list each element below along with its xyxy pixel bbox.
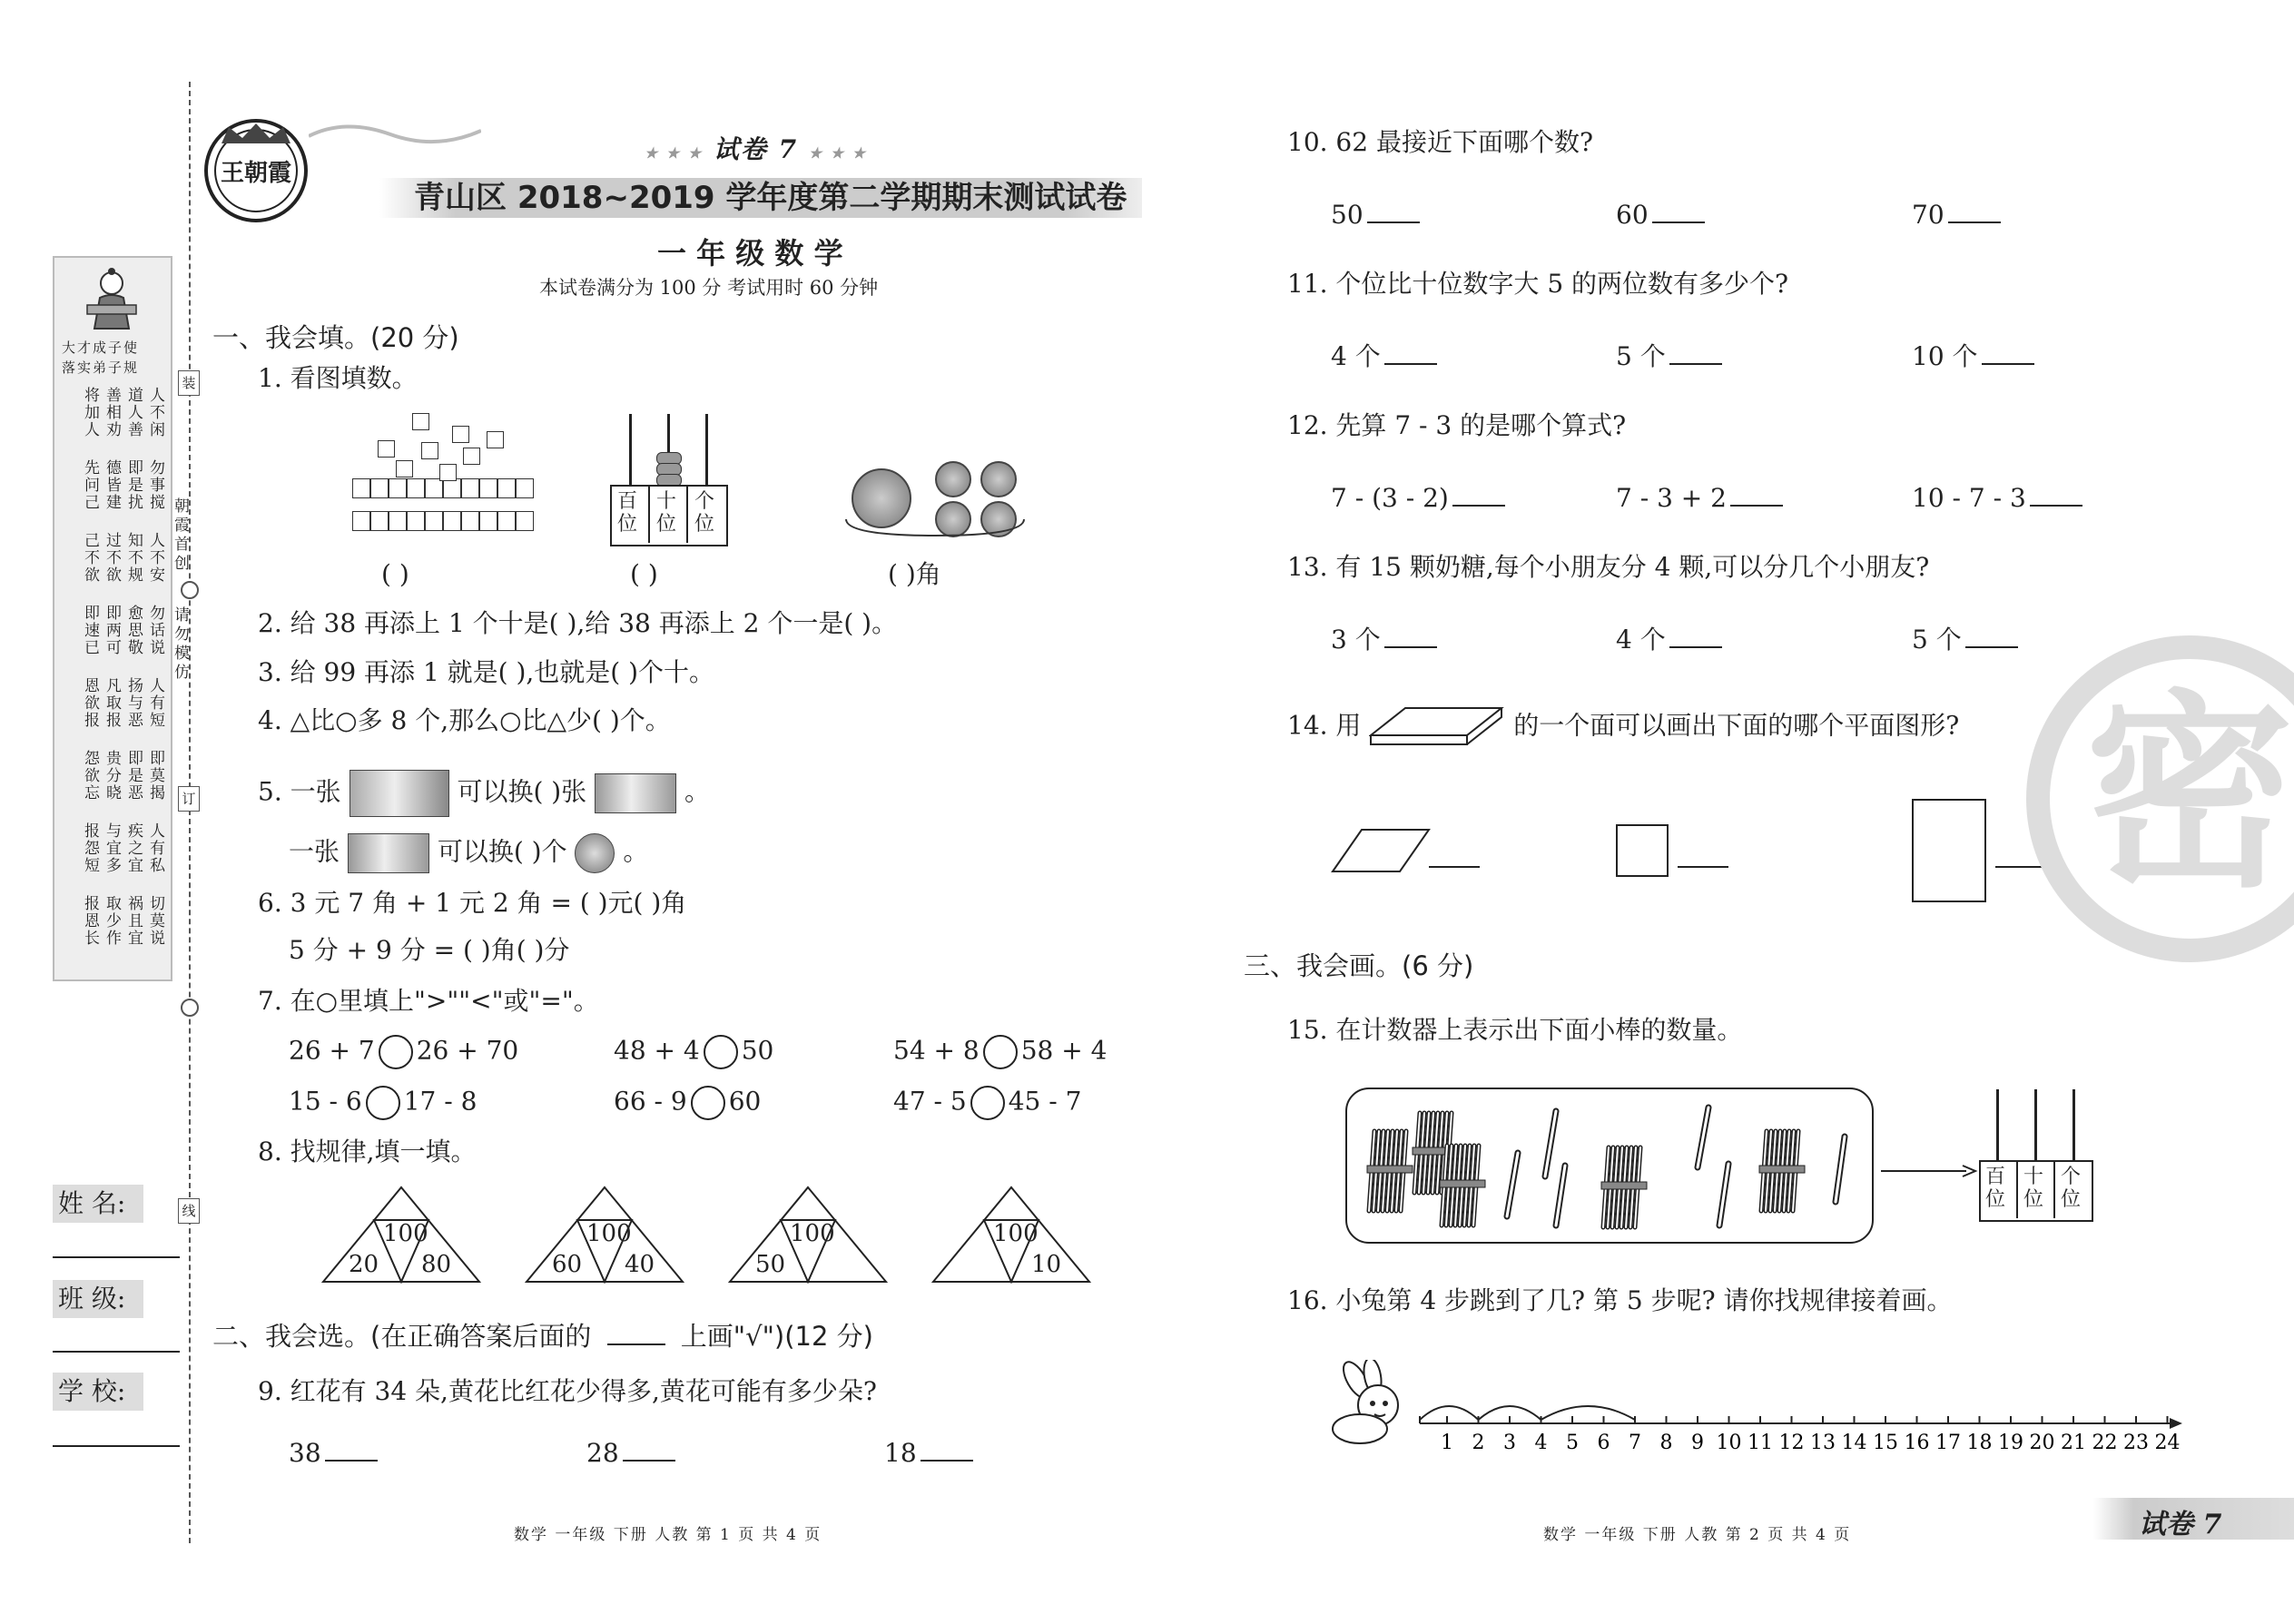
ten-strip-cell — [461, 478, 479, 498]
scholar-figure-icon — [82, 265, 142, 330]
ten-strip-cell — [461, 511, 479, 531]
exam-title: 青山区 2018~2019 学年度第二学期期末测试试卷 — [414, 180, 1127, 216]
unit-cube — [439, 464, 457, 481]
footer-right: 数学 一年级 下册 人教 第 2 页 共 4 页 — [1543, 1526, 1852, 1544]
q7-answer-circle[interactable] — [704, 1035, 738, 1069]
sidebar-verse-column: 即是恶 — [124, 750, 143, 802]
rabbit-icon — [1325, 1360, 1416, 1447]
option-label: 4 个 — [1616, 625, 1666, 655]
q8-left-number[interactable]: 50 — [755, 1251, 786, 1278]
q9-opts-option[interactable] — [586, 1436, 675, 1469]
number-line-label: 22 — [2092, 1432, 2118, 1452]
number-line-label: 11 — [1748, 1432, 1773, 1452]
seal-mark-1: 装 — [178, 370, 200, 396]
sidebar-verse-column: 祸且宜 — [124, 895, 143, 947]
q12-opts-option[interactable] — [1912, 481, 2082, 514]
dime-coin-icon — [935, 461, 971, 497]
q11-opts-option[interactable] — [1912, 340, 2034, 372]
q8-text: 8. 找规律,填一填。 — [258, 1137, 477, 1166]
abacus-divider — [648, 485, 650, 543]
q12-opts-option[interactable] — [1616, 481, 1783, 514]
star-decoration-left: ★ ★ ★ — [645, 144, 704, 162]
q14-option-rectangle[interactable] — [1912, 799, 1986, 902]
number-line-label: 14 — [1841, 1432, 1867, 1452]
section2-heading-pre: 二、我会选。(在正确答案后面的 — [212, 1321, 592, 1352]
sidebar-verse-column: 人有私 — [146, 822, 164, 874]
q7-left-expr: 15 - 6 — [289, 1086, 362, 1117]
q14-blank-2[interactable] — [1678, 866, 1728, 868]
seal-mark-2: 订 — [178, 786, 200, 812]
q7-right-expr: 26 + 70 — [416, 1035, 519, 1066]
option-label: 50 — [1331, 200, 1364, 230]
sidebar-verse-column: 切莫说 — [146, 895, 164, 947]
ten-strip-cell — [497, 511, 516, 531]
exam-note: 本试卷满分为 100 分 考试用时 60 分钟 — [539, 277, 879, 299]
q7-right-expr: 50 — [741, 1035, 774, 1066]
q7-left-expr: 54 + 8 — [893, 1035, 980, 1066]
ten-strip-cell — [352, 478, 370, 498]
q14-text — [1287, 704, 1959, 750]
sidebar-verse-column: 怨欲忘 — [81, 750, 99, 802]
section2-heading-blank — [607, 1320, 665, 1345]
brand-logo — [202, 116, 310, 225]
q7-right-expr: 45 - 7 — [1008, 1086, 1082, 1117]
q14-pre: 14. 用 — [1287, 710, 1362, 741]
ten-strip-cell — [443, 478, 461, 498]
abacus-label-tens: 十位 — [2023, 1166, 2044, 1211]
sidebar-verse-column: 扬与恶 — [124, 677, 143, 729]
flat-box-icon — [1369, 704, 1505, 750]
q11-opts-option[interactable] — [1616, 340, 1722, 372]
number-line-label: 2 — [1472, 1432, 1485, 1452]
number-line-label: 4 — [1534, 1432, 1548, 1452]
stick-bundle-icon — [1600, 1142, 1654, 1233]
subject-title: 一 年 级 数 学 — [657, 236, 843, 271]
ten-strip-cell — [407, 478, 425, 498]
coin-icon — [575, 833, 615, 873]
ten-strip-cell — [407, 511, 425, 531]
option-label: 10 个 — [1912, 341, 1978, 371]
sidebar-verse-column: 勿事搅 — [146, 459, 164, 511]
sidebar-verse-column: 愈思敬 — [124, 605, 143, 656]
q10-opts-option[interactable] — [1331, 198, 1420, 231]
name-field[interactable] — [53, 1256, 180, 1258]
q7-item — [893, 1086, 1081, 1120]
option-label: 38 — [289, 1438, 321, 1468]
q9-opts-option[interactable] — [289, 1436, 378, 1469]
option-label: 7 - (3 - 2) — [1331, 483, 1449, 513]
sidebar-verse-column: 疾之宜 — [124, 822, 143, 874]
hop-arc — [1420, 1406, 1479, 1420]
school-label: 学 校: — [53, 1373, 143, 1411]
option-blank[interactable] — [1669, 623, 1722, 648]
sidebar-vertical-1: 朝霞首创 — [171, 497, 189, 574]
sidebar-panel — [53, 256, 172, 981]
section2-heading — [212, 1316, 873, 1353]
secret-watermark-text: 密 — [2084, 674, 2294, 916]
ten-strip-cell — [370, 478, 389, 498]
ten-strip-cell — [497, 478, 516, 498]
star-decoration-right: ★ ★ ★ — [808, 144, 868, 162]
sidebar-verse-column: 先问己 — [81, 459, 99, 511]
abacus-label-ones: 个位 — [694, 490, 715, 536]
series-label-text: 试卷 7 — [713, 134, 799, 164]
number-line-label: 16 — [1904, 1432, 1930, 1452]
q5b-mid[interactable]: 可以换( )个 — [437, 836, 567, 867]
q8-top-number: 100 — [790, 1220, 835, 1247]
option-blank[interactable] — [1367, 198, 1420, 223]
number-line-label: 20 — [2029, 1432, 2055, 1452]
q1-abacus — [610, 410, 728, 546]
unit-cube — [452, 426, 469, 443]
abacus-rod-tens — [2034, 1089, 2037, 1162]
sidebar-verse-column: 报恩长 — [81, 895, 99, 947]
section2-heading-post: 上画"√")(12 分) — [680, 1321, 873, 1352]
series-label — [645, 134, 867, 169]
q14-blank-3[interactable] — [1995, 866, 2046, 868]
option-label: 10 - 7 - 3 — [1912, 483, 2026, 513]
number-line-label: 6 — [1597, 1432, 1610, 1452]
q11-text: 11. 个位比十位数字大 5 的两位数有多少个? — [1287, 269, 1789, 299]
ten-strip-cell — [370, 511, 389, 531]
q6a-text: 6. 3 元 7 角 + 1 元 2 角 = ( )元( )角 — [258, 888, 687, 918]
q10-opts-option[interactable] — [1912, 198, 2001, 231]
sidebar-verse-column: 即是扰 — [124, 459, 143, 511]
q9-text: 9. 红花有 34 朵,黄花比红花少得多,黄花可能有多少朵? — [258, 1376, 877, 1406]
sidebar-verse-column: 即速已 — [81, 605, 99, 656]
secret-watermark — [2026, 635, 2294, 962]
option-blank[interactable] — [1965, 623, 2018, 648]
option-label: 3 个 — [1331, 625, 1381, 655]
ten-strip-cell — [389, 478, 407, 498]
number-line-label: 1 — [1441, 1432, 1453, 1452]
q5b-end: 。 — [623, 836, 649, 867]
sidebar-verse-column: 即两可 — [103, 605, 121, 656]
ten-strip-cell — [516, 478, 534, 498]
q10-opts-option[interactable] — [1616, 198, 1705, 231]
ten-strip-cell — [352, 511, 370, 531]
abacus-rod-ones — [705, 414, 708, 487]
binding-dashed-line — [189, 82, 191, 1543]
abacus-label-ones: 个位 — [2061, 1166, 2082, 1211]
section3-heading: 三、我会画。(6 分) — [1244, 950, 1474, 981]
q7-item — [614, 1086, 761, 1120]
sidebar-verse-column: 善相劝 — [103, 387, 121, 438]
option-blank[interactable] — [1452, 481, 1505, 507]
q1-blank-3[interactable]: ( )角 — [888, 559, 941, 589]
ten-strip-cell — [425, 511, 443, 531]
option-blank[interactable] — [921, 1436, 973, 1462]
sidebar-verse-column: 人不安 — [146, 532, 164, 584]
footer-left: 数学 一年级 下册 人教 第 1 页 共 4 页 — [514, 1526, 822, 1544]
q11-opts-option[interactable] — [1331, 340, 1437, 372]
q7-left-expr: 26 + 7 — [289, 1035, 375, 1066]
q7-answer-circle[interactable] — [983, 1035, 1018, 1069]
number-line-label: 5 — [1566, 1432, 1579, 1452]
number-line[interactable] — [1416, 1380, 2188, 1452]
option-label: 28 — [586, 1438, 619, 1468]
q14-post: 的一个面可以画出下面的哪个平面图形? — [1513, 710, 1960, 741]
hop-arc — [1541, 1406, 1636, 1420]
q14-blank-1[interactable] — [1429, 866, 1480, 868]
name-label: 姓 名: — [53, 1185, 143, 1223]
ten-strip-cell — [479, 478, 497, 498]
q7-item — [289, 1035, 518, 1069]
sidebar-verse-column: 凡取报 — [103, 677, 121, 729]
q15-text: 15. 在计数器上表示出下面小棒的数量。 — [1287, 1015, 1743, 1045]
sidebar-verse-column: 德皆建 — [103, 459, 121, 511]
q8-top-number: 100 — [586, 1220, 632, 1247]
q5a-pre: 5. 一张 — [258, 776, 341, 807]
number-line-label: 19 — [1998, 1432, 2023, 1452]
q8-top-number: 100 — [383, 1220, 428, 1247]
q12-text: 12. 先算 7 - 3 的是哪个算式? — [1287, 410, 1627, 440]
q5b — [289, 833, 648, 873]
sidebar-verses — [65, 387, 165, 968]
q15-sticks-box — [1345, 1088, 1874, 1244]
q8-right-number[interactable]: 40 — [625, 1251, 655, 1278]
unit-cube — [396, 460, 413, 477]
sidebar-verse-column: 人不闲 — [146, 387, 164, 438]
unit-cube — [463, 448, 480, 465]
q8-left-number[interactable]: 60 — [552, 1251, 583, 1278]
q7-left-expr: 48 + 4 — [614, 1035, 700, 1066]
sidebar-slogan-2: 落实弟子规 — [62, 359, 140, 376]
number-line-label: 21 — [2061, 1432, 2086, 1452]
q13-opts-option[interactable] — [1912, 623, 2018, 655]
stick-bundle-icon — [1757, 1126, 1812, 1216]
stick-bundle-icon — [1438, 1140, 1492, 1231]
q7-left-expr: 66 - 9 — [614, 1086, 687, 1117]
q13-opts-option[interactable] — [1331, 623, 1437, 655]
footer-badge — [2093, 1498, 2294, 1540]
sidebar-verse-column: 报怨短 — [81, 822, 99, 874]
number-line-label: 18 — [1966, 1432, 1993, 1452]
sidebar-slogan-1: 大才成子使 — [62, 340, 140, 356]
option-label: 5 个 — [1912, 625, 1962, 655]
q7-answer-circle[interactable] — [691, 1086, 725, 1120]
ten-strip-cell — [516, 511, 534, 531]
q7-answer-circle[interactable] — [970, 1086, 1005, 1120]
sidebar-verse-column: 与宜多 — [103, 822, 121, 874]
q5a-end: 。 — [684, 776, 711, 807]
sidebar-verse-column: 知不规 — [124, 532, 143, 584]
q8-left-number[interactable]: 20 — [349, 1251, 379, 1278]
number-line-label: 7 — [1629, 1432, 1641, 1452]
sidebar-verse-column: 人有短 — [146, 677, 164, 729]
abacus-divider — [686, 485, 688, 543]
q7-answer-circle[interactable] — [379, 1035, 413, 1069]
sidebar-verse-column: 过不欲 — [103, 532, 121, 584]
number-line-label: 17 — [1935, 1432, 1961, 1452]
q4-text: 4. △比○多 8 个,那么○比△少( )个。 — [258, 705, 671, 735]
option-blank[interactable] — [1730, 481, 1783, 507]
number-line-label: 8 — [1659, 1432, 1673, 1452]
sidebar-verse-column: 道人善 — [124, 387, 143, 438]
option-label: 5 个 — [1616, 341, 1666, 371]
abacus-divider — [2016, 1160, 2018, 1218]
q7-left-expr: 47 - 5 — [893, 1086, 967, 1117]
ribbon-decoration — [309, 118, 481, 154]
sidebar-verse-column: 勿话说 — [146, 605, 164, 656]
unit-cube — [378, 440, 395, 458]
option-label: 70 — [1912, 200, 1944, 230]
hundred-yuan-note-icon — [350, 770, 449, 817]
option-blank[interactable] — [1384, 623, 1437, 648]
unit-cube — [487, 431, 504, 448]
q14-option-parallelogram[interactable] — [1331, 828, 1431, 873]
sidebar-verse-column: 贵分晓 — [103, 750, 121, 802]
number-line-label: 23 — [2123, 1432, 2149, 1452]
one-yuan-note-icon — [348, 833, 429, 873]
q5b-pre: 一张 — [289, 836, 340, 867]
sidebar-verse-column: 恩欲报 — [81, 677, 99, 729]
q3-text: 3. 给 99 再添 1 就是( ),也就是( )个十。 — [258, 657, 715, 687]
seal-mark-3: 线 — [178, 1198, 200, 1224]
q8-top-number: 100 — [993, 1220, 1039, 1247]
option-blank[interactable] — [623, 1436, 675, 1462]
q13-opts-option[interactable] — [1616, 623, 1722, 655]
q2-text: 2. 给 38 再添上 1 个十是( ),给 38 再添上 2 个一是( )。 — [258, 608, 898, 638]
option-blank[interactable] — [1384, 340, 1437, 365]
option-label: 4 个 — [1331, 341, 1381, 371]
q8-right-number[interactable]: 80 — [421, 1251, 452, 1278]
abacus-rod-ones — [2072, 1089, 2075, 1162]
sidebar-verse-column: 将加人 — [81, 387, 99, 438]
binding-hole-2 — [181, 999, 199, 1017]
dime-coin-icon — [980, 461, 1017, 497]
number-line-label: 24 — [2154, 1432, 2181, 1452]
q7-right-expr: 60 — [728, 1086, 762, 1117]
brace-icon — [844, 517, 1026, 545]
ten-strip-cell — [425, 478, 443, 498]
unit-cube — [421, 442, 438, 459]
q13-text: 13. 有 15 颗奶糖,每个小朋友分 4 颗,可以分几个小朋友? — [1287, 552, 1930, 582]
number-line-label: 3 — [1503, 1432, 1516, 1452]
q7-right-expr: 17 - 8 — [403, 1086, 478, 1117]
abacus-divider — [2053, 1160, 2055, 1218]
q7-item — [289, 1086, 477, 1120]
option-label: 7 - 3 + 2 — [1616, 483, 1727, 513]
abacus-label-hundreds: 百位 — [617, 490, 638, 536]
option-blank[interactable] — [2030, 481, 2082, 507]
q7-text: 7. 在○里填上">""<"或"="。 — [258, 986, 599, 1016]
school-field[interactable] — [53, 1445, 180, 1447]
ten-strip-cell — [479, 511, 497, 531]
q1-text: 1. 看图填数。 — [258, 363, 418, 393]
sidebar-verse-column: 即莫揭 — [146, 750, 164, 802]
class-field[interactable] — [53, 1351, 180, 1353]
option-label: 18 — [884, 1438, 917, 1468]
q1-cube-figure — [352, 413, 539, 540]
footer-badge-text: 试卷 7 — [2139, 1509, 2222, 1540]
number-line-label: 10 — [1716, 1432, 1742, 1452]
q5a-mid[interactable]: 可以换( )张 — [457, 776, 587, 807]
option-blank[interactable] — [1982, 340, 2034, 365]
ten-strip-cell — [443, 511, 461, 531]
number-line-label: 9 — [1691, 1432, 1704, 1452]
q12-opts-option[interactable] — [1331, 481, 1505, 514]
number-line-label: 15 — [1873, 1432, 1898, 1452]
q1-blank-2[interactable]: ( ) — [630, 559, 658, 589]
unit-cube — [412, 413, 429, 430]
q16-text: 16. 小兔第 4 步跳到了几? 第 5 步呢? 请你找规律接着画。 — [1287, 1285, 1953, 1315]
q7-answer-circle[interactable] — [366, 1086, 400, 1120]
q1-coins — [844, 454, 1026, 545]
q9-opts-option[interactable] — [884, 1436, 973, 1469]
sidebar-verse-column: 取少作 — [103, 895, 121, 947]
abacus-label-tens: 十位 — [656, 490, 677, 536]
q6b-text: 5 分 + 9 分 = ( )角( )分 — [289, 935, 570, 965]
q1-blank-1[interactable]: ( ) — [381, 559, 409, 589]
brand-logo-text: 王朝霞 — [220, 160, 291, 187]
sidebar-vertical-2: 请勿模仿 — [171, 606, 189, 683]
abacus-label-hundreds: 百位 — [1985, 1166, 2006, 1211]
class-label: 班 级: — [53, 1280, 143, 1318]
option-blank[interactable] — [1652, 198, 1705, 223]
option-label: 60 — [1616, 200, 1649, 230]
q14-option-square[interactable] — [1616, 824, 1669, 877]
q7-item — [893, 1035, 1107, 1069]
number-line-label: 13 — [1810, 1432, 1836, 1452]
q7-right-expr: 58 + 4 — [1020, 1035, 1108, 1066]
abacus-rod-hundreds — [629, 414, 632, 487]
twenty-yuan-note-icon — [595, 773, 676, 813]
number-line-label: 12 — [1778, 1432, 1805, 1452]
ten-strip-cell — [389, 511, 407, 531]
q7-item — [614, 1035, 773, 1069]
option-blank[interactable] — [325, 1436, 378, 1462]
section1-heading: 一、我会填。(20 分) — [212, 322, 459, 353]
q15-abacus[interactable] — [1979, 1086, 2093, 1222]
arrow-icon — [1879, 1162, 1979, 1180]
q5a — [258, 770, 710, 817]
q8-right-number[interactable]: 10 — [1031, 1251, 1062, 1278]
sidebar-verse-column: 己不欲 — [81, 532, 99, 584]
option-blank[interactable] — [1948, 198, 2001, 223]
binding-hole-1 — [181, 581, 199, 599]
option-blank[interactable] — [1669, 340, 1722, 365]
abacus-rod-hundreds — [1996, 1089, 1999, 1162]
q10-text: 10. 62 最接近下面哪个数? — [1287, 127, 1593, 157]
